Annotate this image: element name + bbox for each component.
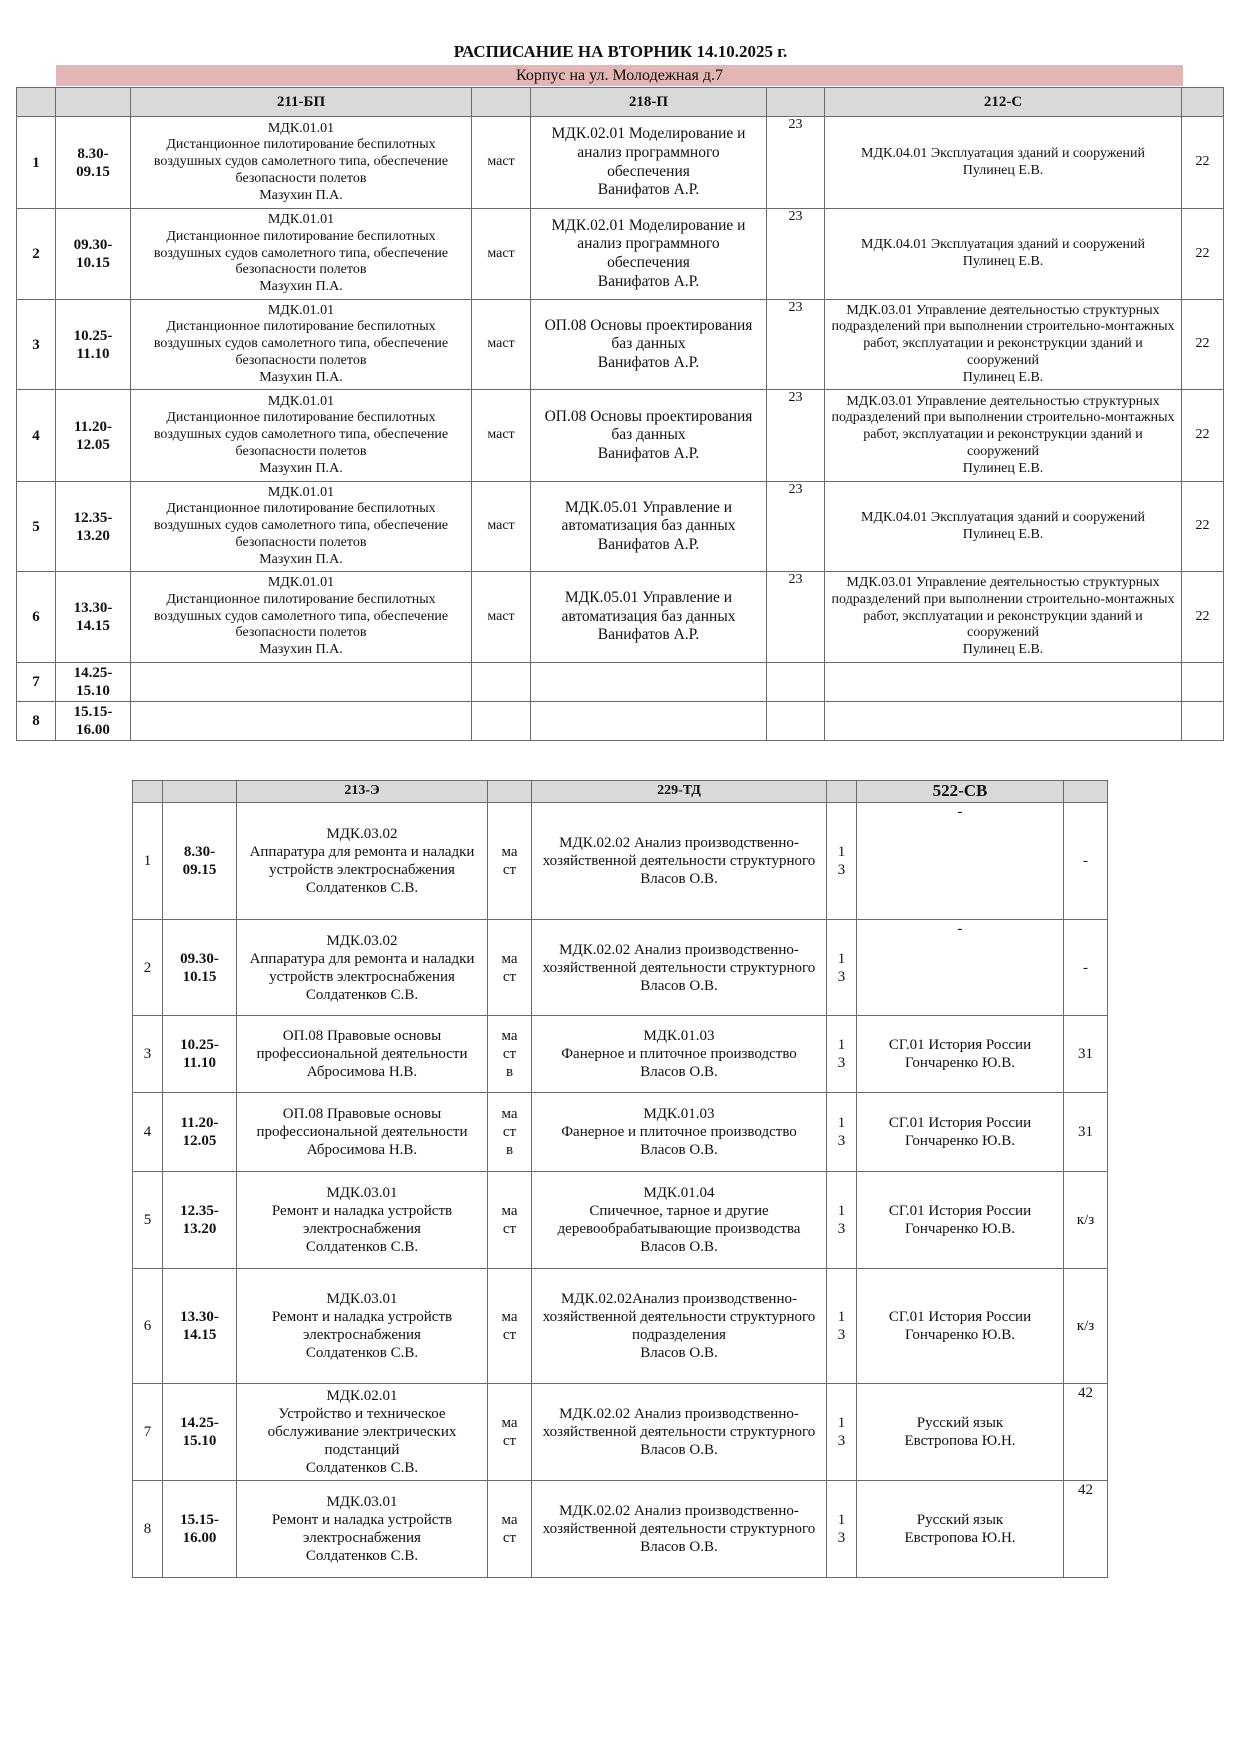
column-header [767,88,825,117]
group-3-room [1182,702,1224,741]
group-2-lesson: ОП.08 Основы проектирования баз данных Ванифатов А.Р. [531,300,767,390]
group-3-lesson: МДК.03.01 Управление деятельностью структурных подразделений при выполнении строительно-монтажных работ, эксплуатации и реконструкции зданий и сооружений Пулинец Е.В. [825,390,1182,482]
group-1-lesson: МДК.01.01 Дистанционное пилотирование беспилотных воздушных судов самолетного типа, обеспечение безопасности полетов Мазухин П.А. [131,572,472,663]
group-3-room: 42 [1064,1481,1108,1578]
table-row [133,1093,1108,1172]
lesson-number: 6 [133,1269,163,1384]
table-row [17,300,1224,390]
group-1-lesson: МДК.01.01 Дистанционное пилотирование беспилотных воздушных судов самолетного типа, обеспечение безопасности полетов Мазухин П.А. [131,209,472,300]
column-header: 213-Э [237,781,488,803]
column-header [472,88,531,117]
group-2-room: 1 3 [827,1481,857,1578]
column-header [17,88,56,117]
lesson-number: 8 [133,1481,163,1578]
page-title: РАСПИСАНИЕ НА ВТОРНИК 14.10.2025 г. [453,42,788,61]
group-1-lesson: МДК.03.01 Ремонт и наладка устройств электроснабжения Солдатенков С.В. [237,1269,488,1384]
group-2-lesson: МДК.01.03 Фанерное и плиточное производство Власов О.В. [532,1093,827,1172]
group-2-lesson: МДК.02.02 Анализ производственно-хозяйственной деятельности структурного Власов О.В. [532,920,827,1016]
group-3-room: 22 [1182,572,1224,663]
group-1-room: маст [472,572,531,663]
group-1-room: маст [472,209,531,300]
group-1-lesson: МДК.03.02 Аппаратура для ремонта и наладки устройств электроснабжения Солдатенков С.В. [237,803,488,920]
group-2-room: 1 3 [827,1093,857,1172]
group-2-room: 1 3 [827,920,857,1016]
column-header [133,781,163,803]
group-2-room: 23 [767,117,825,209]
lesson-time: 14.25- 15.10 [163,1384,237,1481]
group-1-lesson: МДК.01.01 Дистанционное пилотирование беспилотных воздушных судов самолетного типа, обеспечение безопасности полетов Мазухин П.А. [131,117,472,209]
group-1-room: ма ст в [488,1093,532,1172]
table-row [133,1269,1108,1384]
lesson-number: 6 [17,572,56,663]
group-2-room: 1 3 [827,803,857,920]
lesson-number: 3 [17,300,56,390]
group-2-lesson: МДК.01.04 Спичечное, тарное и другие деревообрабатывающие производства Власов О.В. [532,1172,827,1269]
group-1-room: ма ст [488,1481,532,1578]
lesson-time: 14.25- 15.10 [56,663,131,702]
lesson-number: 2 [133,920,163,1016]
lesson-time: 15.15- 16.00 [56,702,131,741]
column-header: 218-П [531,88,767,117]
lesson-time: 13.30- 14.15 [56,572,131,663]
lesson-time: 8.30- 09.15 [163,803,237,920]
group-3-room: 22 [1182,482,1224,572]
group-2-lesson: МДК.02.01 Моделирование и анализ программного обеспечения Ванифатов А.Р. [531,209,767,300]
group-3-lesson: - [857,920,1064,1016]
group-2-lesson: ОП.08 Основы проектирования баз данных Ванифатов А.Р. [531,390,767,482]
column-header: 229-ТД [532,781,827,803]
group-1-room: маст [472,300,531,390]
lesson-time: 10.25- 11.10 [163,1016,237,1093]
lesson-number: 2 [17,209,56,300]
group-2-room: 23 [767,482,825,572]
column-header [1064,781,1108,803]
column-header: 211-БП [131,88,472,117]
group-2-lesson: МДК.01.03 Фанерное и плиточное производство Власов О.В. [532,1016,827,1093]
group-2-room: 23 [767,209,825,300]
group-2-room [767,702,825,741]
group-3-room: 22 [1182,209,1224,300]
group-3-room: 22 [1182,300,1224,390]
lesson-number: 5 [17,482,56,572]
table-row [17,117,1224,209]
group-1-room: ма ст [488,1384,532,1481]
group-2-lesson [531,663,767,702]
group-2-lesson: МДК.02.02 Анализ производственно-хозяйственной деятельности структурного Власов О.В. [532,803,827,920]
group-3-lesson [825,702,1182,741]
group-1-lesson: МДК.01.01 Дистанционное пилотирование беспилотных воздушных судов самолетного типа, обеспечение безопасности полетов Мазухин П.А. [131,390,472,482]
table-row [133,1481,1108,1578]
schedule-table-2 [132,780,1108,1578]
table-row [17,390,1224,482]
group-3-room: к/з [1064,1172,1108,1269]
lesson-number: 7 [133,1384,163,1481]
group-3-lesson [825,663,1182,702]
group-3-room: 22 [1182,117,1224,209]
schedule-table-1 [16,87,1224,741]
group-2-lesson: МДК.02.02 Анализ производственно-хозяйственной деятельности структурного Власов О.В. [532,1481,827,1578]
lesson-time: 11.20- 12.05 [56,390,131,482]
lesson-number: 4 [17,390,56,482]
group-1-lesson: МДК.03.01 Ремонт и наладка устройств электроснабжения Солдатенков С.В. [237,1172,488,1269]
group-2-lesson: МДК.02.02Анализ производственно-хозяйственной деятельности структурного подразделения Власов О.В. [532,1269,827,1384]
group-3-room [1182,663,1224,702]
lesson-number: 8 [17,702,56,741]
group-1-lesson [131,702,472,741]
table-row [17,702,1224,741]
lesson-time: 10.25- 11.10 [56,300,131,390]
group-3-lesson: МДК.04.01 Эксплуатация зданий и сооружений Пулинец Е.В. [825,117,1182,209]
header-row [17,88,1224,117]
lesson-time: 12.35- 13.20 [56,482,131,572]
lesson-number: 4 [133,1093,163,1172]
lesson-time: 09.30- 10.15 [163,920,237,1016]
group-2-lesson: МДК.05.01 Управление и автоматизация баз данных Ванифатов А.Р. [531,572,767,663]
group-1-lesson [131,663,472,702]
group-1-room [472,663,531,702]
group-3-lesson: СГ.01 История России Гончаренко Ю.В. [857,1016,1064,1093]
group-1-room: ма ст [488,1172,532,1269]
group-3-room: 22 [1182,390,1224,482]
group-3-room: 42 [1064,1384,1108,1481]
column-header [827,781,857,803]
table-row [17,663,1224,702]
group-3-room: 31 [1064,1016,1108,1093]
group-1-lesson: МДК.02.01 Устройство и техническое обслуживание электрических подстанций Солдатенков С.В. [237,1384,488,1481]
table-row [133,803,1108,920]
column-header [163,781,237,803]
group-2-room: 1 3 [827,1384,857,1481]
lesson-time: 13.30- 14.15 [163,1269,237,1384]
header-row [133,781,1108,803]
table-row [133,920,1108,1016]
group-2-lesson: МДК.05.01 Управление и автоматизация баз данных Ванифатов А.Р. [531,482,767,572]
table-row [17,482,1224,572]
lesson-time: 12.35- 13.20 [163,1172,237,1269]
group-1-lesson: ОП.08 Правовые основы профессиональной деятельности Абросимова Н.В. [237,1016,488,1093]
group-3-lesson: МДК.03.01 Управление деятельностью структурных подразделений при выполнении строительно-монтажных работ, эксплуатации и реконструкции зданий и сооружений Пулинец Е.В. [825,300,1182,390]
group-3-room: - [1064,920,1108,1016]
group-1-room: ма ст [488,1269,532,1384]
column-header [488,781,532,803]
group-1-lesson: МДК.01.01 Дистанционное пилотирование беспилотных воздушных судов самолетного типа, обеспечение безопасности полетов Мазухин П.А. [131,300,472,390]
table-row [17,209,1224,300]
lesson-number: 5 [133,1172,163,1269]
group-2-room: 23 [767,390,825,482]
group-3-room: 31 [1064,1093,1108,1172]
group-3-room: к/з [1064,1269,1108,1384]
group-3-room: - [1064,803,1108,920]
group-3-lesson: МДК.04.01 Эксплуатация зданий и сооружений Пулинец Е.В. [825,482,1182,572]
column-header [56,88,131,117]
lesson-number: 1 [17,117,56,209]
group-1-lesson: МДК.01.01 Дистанционное пилотирование беспилотных воздушных судов самолетного типа, обеспечение безопасности полетов Мазухин П.А. [131,482,472,572]
group-2-room: 23 [767,300,825,390]
group-2-room [767,663,825,702]
column-header [1182,88,1224,117]
group-3-lesson: МДК.04.01 Эксплуатация зданий и сооружений Пулинец Е.В. [825,209,1182,300]
column-header: 522-СВ [857,781,1064,803]
group-2-lesson [531,702,767,741]
lesson-number: 1 [133,803,163,920]
group-1-room [472,702,531,741]
lesson-time: 8.30- 09.15 [56,117,131,209]
group-2-lesson: МДК.02.02 Анализ производственно-хозяйственной деятельности структурного Власов О.В. [532,1384,827,1481]
group-1-lesson: ОП.08 Правовые основы профессиональной деятельности Абросимова Н.В. [237,1093,488,1172]
group-1-room: ма ст в [488,1016,532,1093]
group-2-room: 1 3 [827,1016,857,1093]
column-header: 212-С [825,88,1182,117]
group-1-room: маст [472,390,531,482]
group-2-room: 1 3 [827,1269,857,1384]
group-1-lesson: МДК.03.02 Аппаратура для ремонта и наладки устройств электроснабжения Солдатенков С.В. [237,920,488,1016]
group-2-room: 1 3 [827,1172,857,1269]
group-1-room: ма ст [488,803,532,920]
group-3-lesson: МДК.03.01 Управление деятельностью структурных подразделений при выполнении строительно-монтажных работ, эксплуатации и реконструкции зданий и сооружений Пулинец Е.В. [825,572,1182,663]
table-row [133,1384,1108,1481]
group-3-lesson: СГ.01 История России Гончаренко Ю.В. [857,1172,1064,1269]
group-1-lesson: МДК.03.01 Ремонт и наладка устройств электроснабжения Солдатенков С.В. [237,1481,488,1578]
group-2-room: 23 [767,572,825,663]
group-3-lesson: СГ.01 История России Гончаренко Ю.В. [857,1269,1064,1384]
group-2-lesson: МДК.02.01 Моделирование и анализ программного обеспечения Ванифатов А.Р. [531,117,767,209]
lesson-time: 09.30- 10.15 [56,209,131,300]
group-3-lesson: - [857,803,1064,920]
group-1-room: маст [472,117,531,209]
table-row [17,572,1224,663]
group-3-lesson: СГ.01 История России Гончаренко Ю.В. [857,1093,1064,1172]
group-1-room: ма ст [488,920,532,1016]
group-3-lesson: Русский язык Евстропова Ю.Н. [857,1481,1064,1578]
lesson-time: 15.15- 16.00 [163,1481,237,1578]
table-row [133,1016,1108,1093]
building-banner: Корпус на ул. Молодежная д.7 [56,65,1183,86]
table-row [133,1172,1108,1269]
lesson-time: 11.20- 12.05 [163,1093,237,1172]
group-3-lesson: Русский язык Евстропова Ю.Н. [857,1384,1064,1481]
lesson-number: 7 [17,663,56,702]
lesson-number: 3 [133,1016,163,1093]
group-1-room: маст [472,482,531,572]
